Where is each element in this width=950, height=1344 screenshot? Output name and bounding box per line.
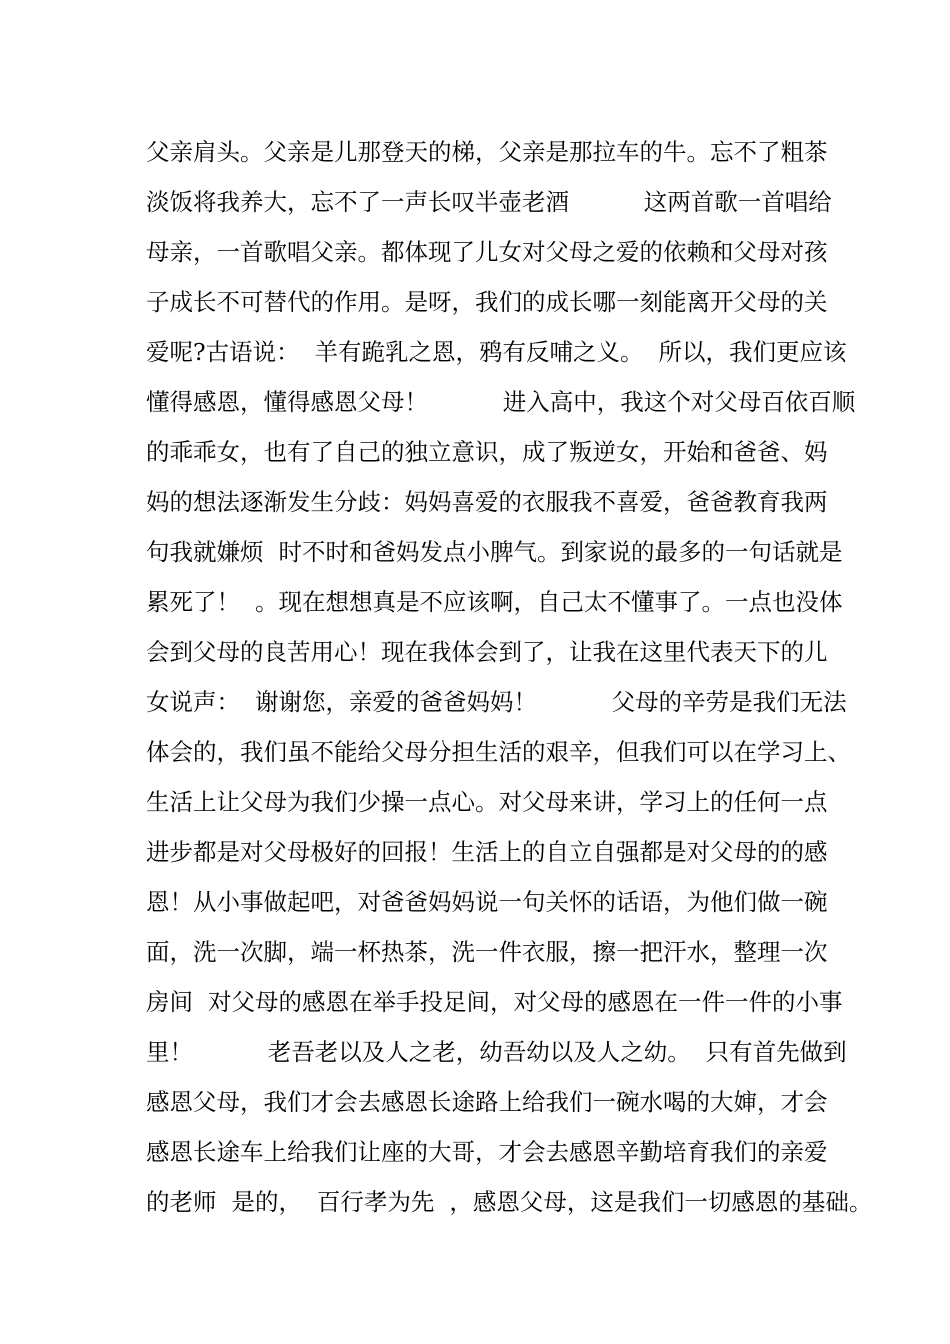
text-line-12: 女说声： 谢谢您，亲爱的爸爸妈妈！ 父母的辛劳是我们无法: [146, 688, 847, 716]
text-line-18: 房间 对父母的感恩在举手投足间，对父母的感恩在一件一件的小事: [146, 988, 843, 1016]
text-line-16: 恩！从小事做起吧，对爸爸妈妈说一句关怀的话语，为他们做一碗: [146, 888, 828, 916]
text-line-17: 面，洗一次脚，端一杯热茶，洗一件衣服，擦一把汗水，整理一次: [146, 938, 828, 966]
text-line-6: 懂得感恩，懂得感恩父母！ 进入高中，我这个对父母百依百顺: [146, 388, 856, 416]
text-line-13: 体会的，我们虽不能给父母分担生活的艰辛，但我们可以在学习上、: [146, 738, 851, 766]
text-line-10: 累死了！ 。现在想想真是不应该啊，自己太不懂事了。一点也没体: [146, 588, 843, 616]
text-line-4: 子成长不可替代的作用。是呀，我们的成长哪一刻能离开父母的关: [146, 288, 828, 316]
text-line-14: 生活上让父母为我们少操一点心。对父母来讲，学习上的任何一点: [146, 788, 828, 816]
text-line-9: 句我就嫌烦 时不时和爸妈发点小脾气。到家说的最多的一句话就是: [146, 538, 843, 566]
text-line-5: 爱呢?古语说： 羊有跪乳之恩，鸦有反哺之义。 所以，我们更应该: [146, 338, 847, 366]
text-line-8: 妈的想法逐渐发生分歧：妈妈喜爱的衣服我不喜爱，爸爸教育我两: [146, 488, 828, 516]
text-line-11: 会到父母的良苦用心！现在我体会到了，让我在这里代表天下的儿: [146, 638, 828, 666]
text-line-19: 里！ 老吾老以及人之老，幼吾幼以及人之幼。 只有首先做到: [146, 1038, 847, 1066]
text-line-1: 父亲肩头。父亲是儿那登天的梯，父亲是那拉车的牛。忘不了粗茶: [146, 138, 828, 166]
text-line-7: 的乖乖女，也有了自己的独立意识，成了叛逆女，开始和爸爸、妈: [146, 438, 828, 466]
text-line-21: 感恩长途车上给我们让座的大哥，才会去感恩辛勤培育我们的亲爱: [146, 1138, 828, 1166]
text-line-3: 母亲，一首歌唱父亲。都体现了儿女对父母之爱的依赖和父母对孩: [146, 238, 828, 266]
text-line-22: 的老师 是的， 百行孝为先 ，感恩父母，这是我们一切感恩的基础。: [146, 1188, 873, 1216]
text-line-15: 进步都是对父母极好的回报！生活上的自立自强都是对父母的的感: [146, 838, 828, 866]
essay-body: [146, 132, 873, 1232]
text-line-20: 感恩父母，我们才会去感恩长途路上给我们一碗水喝的大婶，才会: [146, 1088, 828, 1116]
text-line-2: 淡饭将我养大，忘不了一声长叹半壶老酒 这两首歌一首唱给: [146, 188, 832, 216]
